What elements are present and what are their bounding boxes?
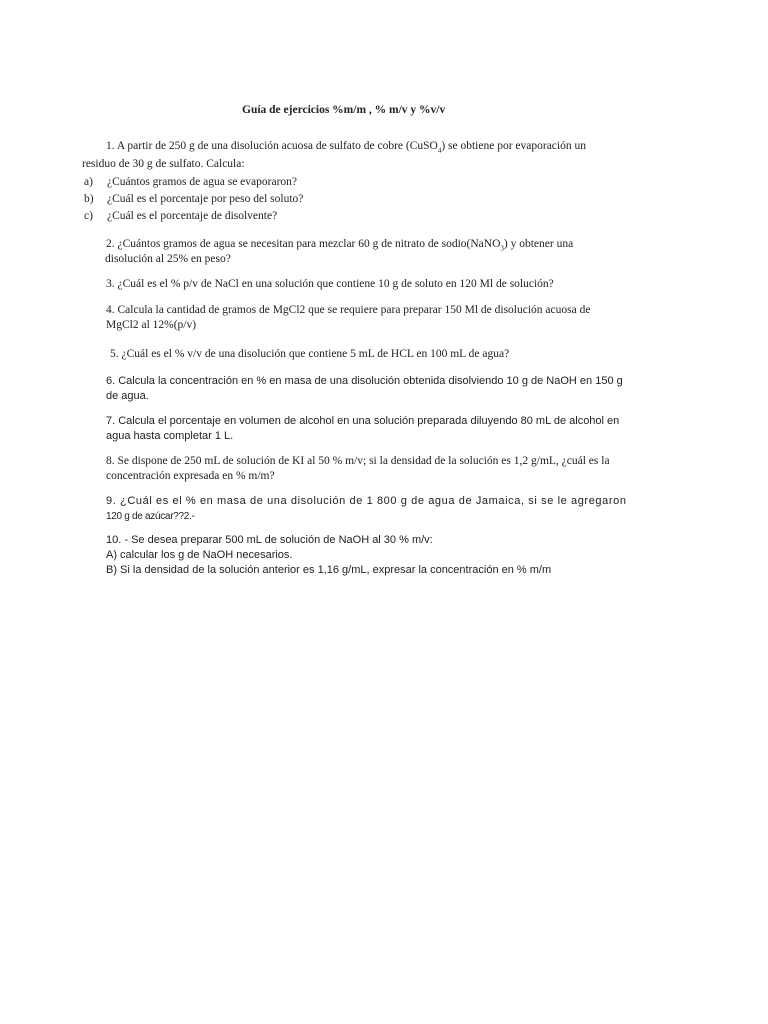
list-item: c) ¿Cuál es el porcentaje de disolvente? — [84, 210, 278, 222]
question-2-line-2: disolución al 25% en peso? — [105, 253, 231, 265]
question-6: 6. Calcula la concentración en % en masa de una disolución obtenida disolviendo 10 g de NaOH en 150 g de agua. — [106, 375, 623, 402]
question-5: 5. ¿Cuál es el % v/v de una disolución que contiene 5 mL de HCL en 100 mL de agua? — [110, 348, 510, 360]
question-1-line-1: 1. A partir de 250 g de una disolución acuosa de sulfato de cobre (CuSO$_4$) se obtiene por evaporación un — [106, 140, 586, 155]
question-8: 8. Se dispone de 250 mL de solución de KI al 50 % m/v; si la densidad de la solución es 1,2 g/mL, ¿cuál es la concentración expresada en % m/m? — [106, 455, 610, 482]
page-title: Guía de ejercicios %m/m , % m/v y %v/v — [242, 104, 446, 116]
question-9: 9. ¿Cuál es el % en masa de una disolución de 1 800 g de agua de Jamaica, si se le agregaron 120 g de azúcar??2.- — [106, 495, 627, 522]
question-10: 10. - Se desea preparar 500 mL de solución de NaOH al 30 % m/v: A) calcular los g de NaOH necesarios. B) Si la densidad de la solución anterior es 1,16 g/mL, expresar la concentración en % m/m — [106, 534, 552, 576]
question-2-line-1: 2. ¿Cuántos gramos de agua se necesitan para mezclar 60 g de nitrato de sodio(NaNO$_3$) y obtener una — [106, 238, 574, 253]
question-1-line-2: residuo de 30 g de sulfato. Calcula: — [82, 158, 245, 170]
list-item: a) ¿Cuántos gramos de agua se evaporaron? — [84, 176, 297, 188]
question-4: 4. Calcula la cantidad de gramos de MgCl2 que se requiere para preparar 150 Ml de disolución acuosa de MgCl2 al 12%(p/v) — [106, 304, 591, 331]
list-item: b) ¿Cuál es el porcentaje por peso del soluto? — [84, 193, 304, 205]
question-1 — [82, 139, 666, 172]
question-1-sublist — [84, 174, 644, 225]
question-3: 3. ¿Cuál es el % p/v de NaCl en una solución que contiene 10 g de soluto en 120 Ml de solución? — [106, 278, 554, 290]
question-2 — [106, 237, 666, 267]
question-7: 7. Calcula el porcentaje en volumen de alcohol en una solución preparada diluyendo 80 mL de alcohol en agua hasta completar 1 L. — [106, 415, 620, 442]
